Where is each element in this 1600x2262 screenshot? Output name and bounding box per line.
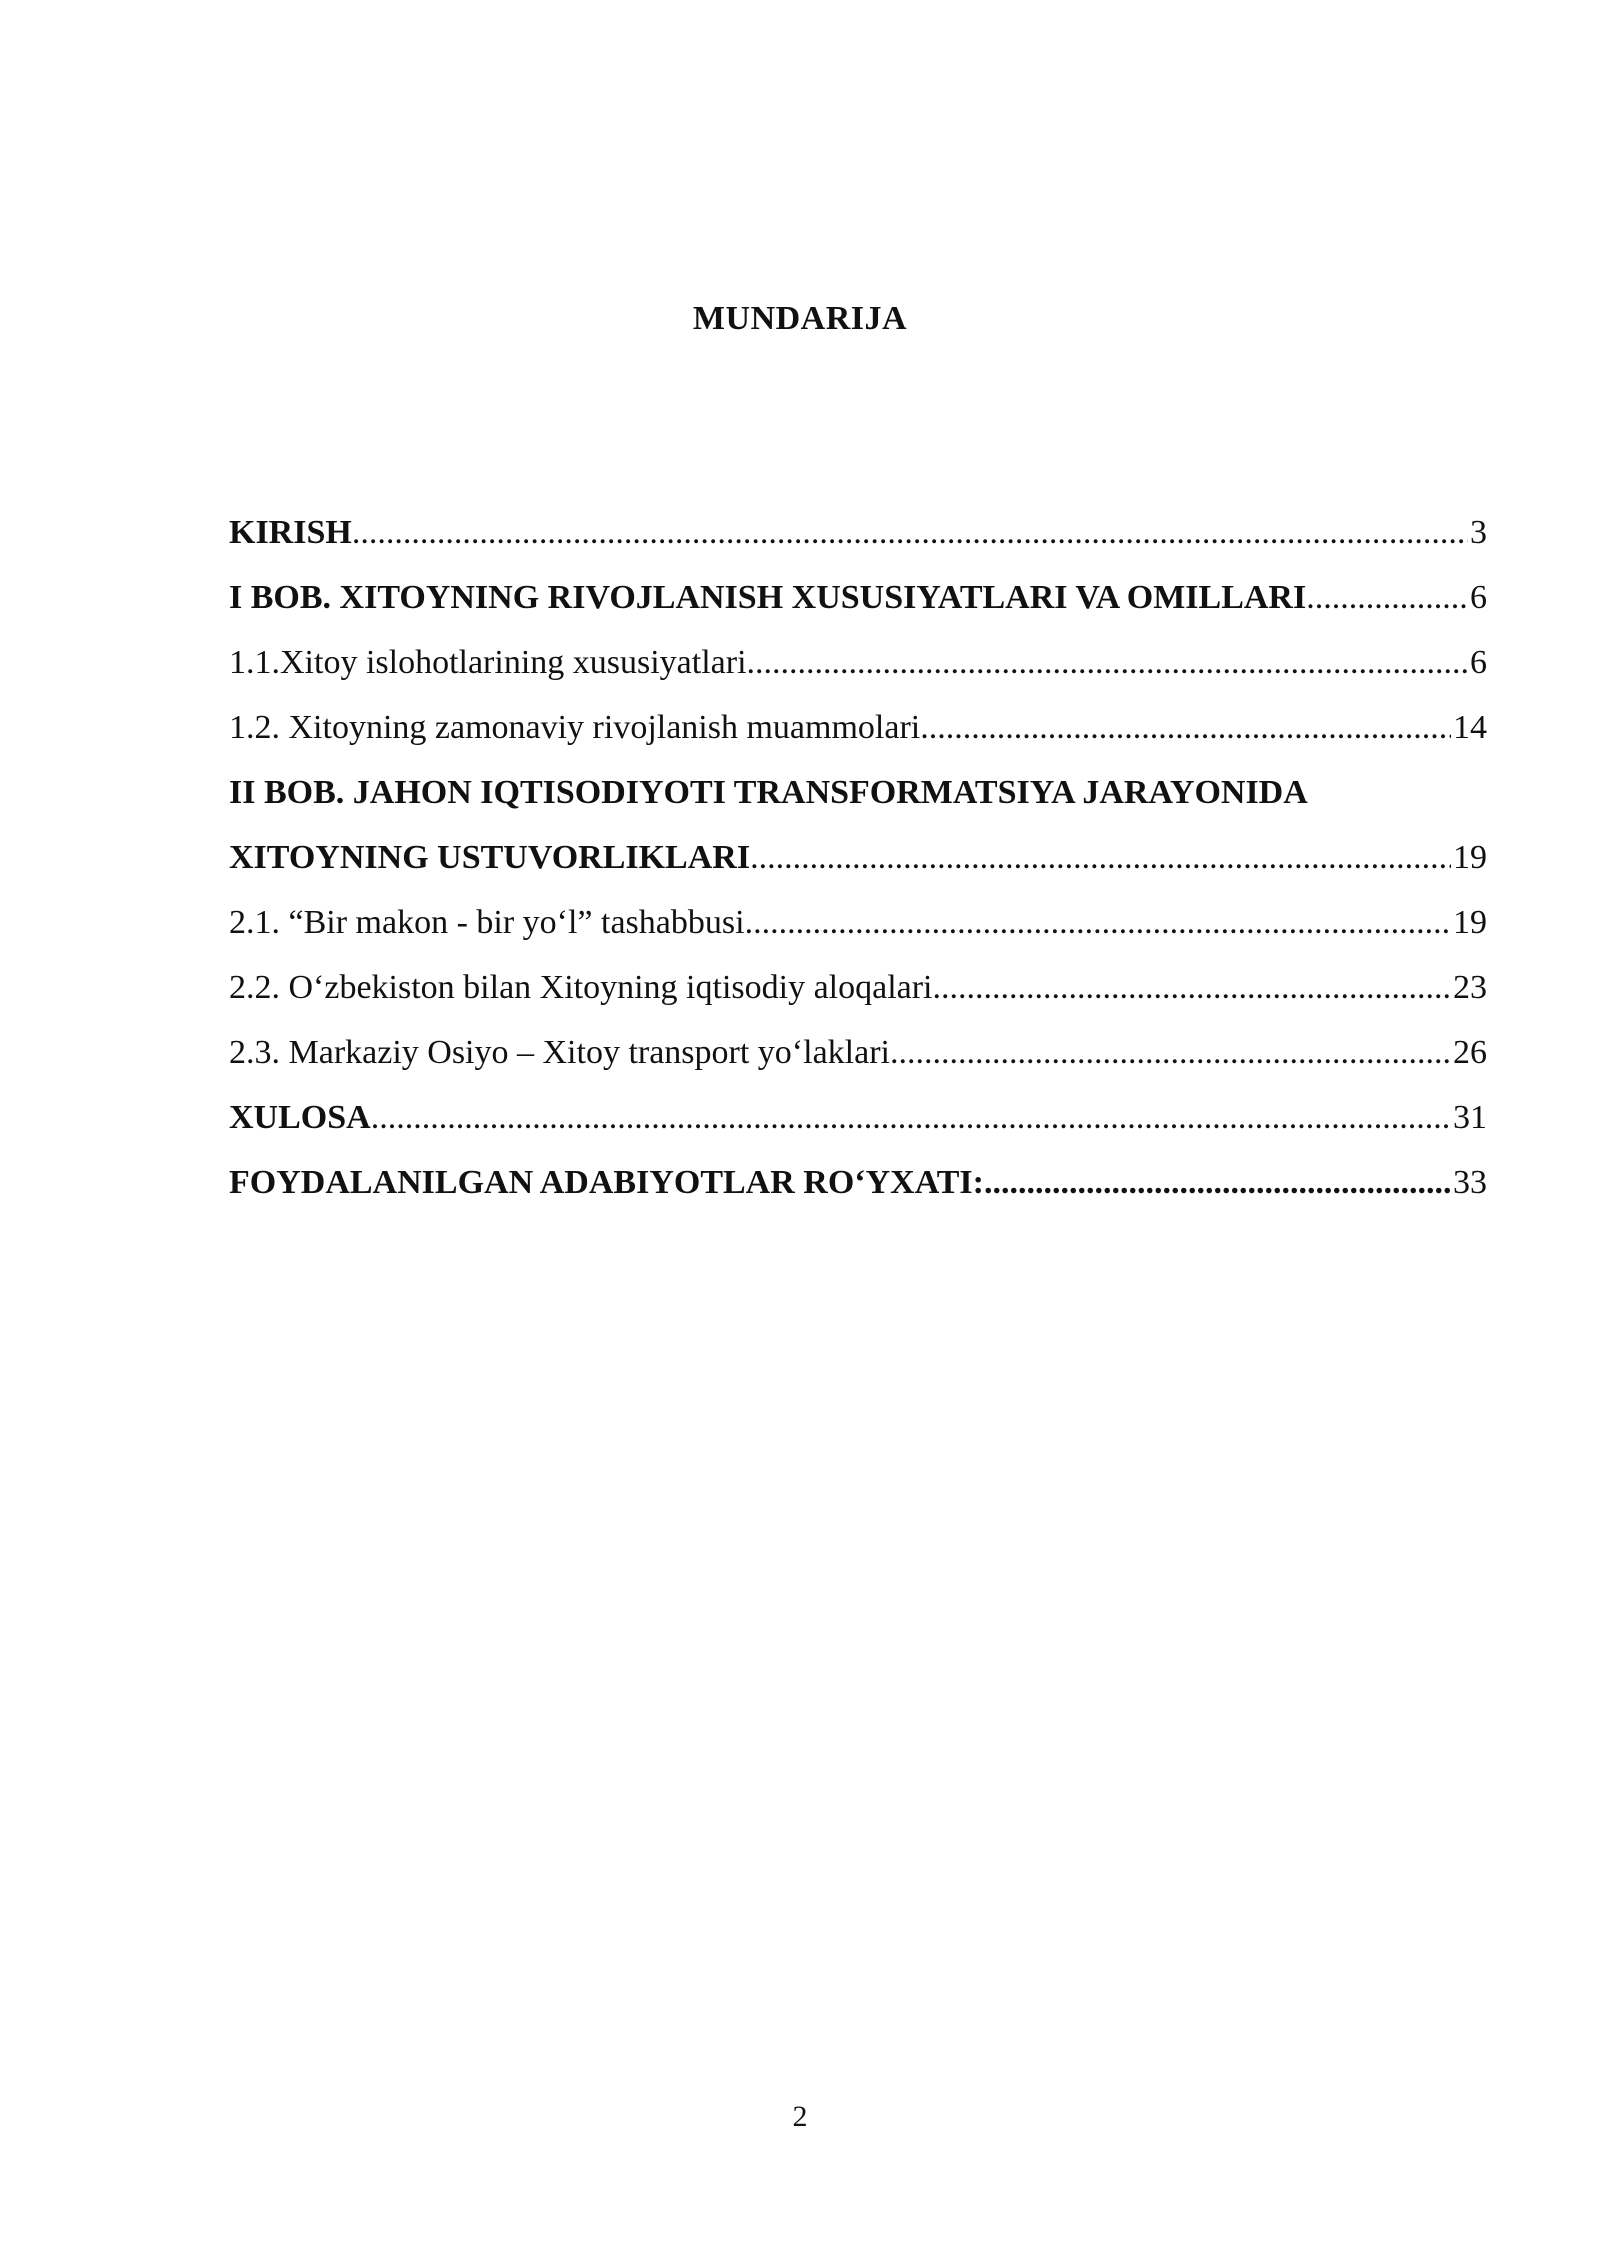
toc-entry-page: 6 [1470, 644, 1487, 681]
toc-entry-page: 3 [1470, 514, 1487, 551]
toc-entry-label: 2.3. Markaziy Osiyo – Xitoy transport yo‘laklari [229, 1034, 890, 1071]
toc-entry-section-1-2[interactable] [229, 695, 1487, 760]
table-of-contents [229, 500, 1487, 1215]
dot-leader [352, 500, 1468, 565]
toc-entry-label: XULOSA [229, 1099, 371, 1136]
toc-entry-label: 2.1. “Bir makon - bir yo‘l” tashabbusi [229, 904, 745, 941]
toc-entry-page: 19 [1453, 839, 1487, 876]
toc-entry-label: II BOB. JAHON IQTISODIYOTI TRANSFORMATSIYA JARAYONIDA [229, 774, 1308, 811]
toc-entry-page: 6 [1470, 579, 1487, 616]
dot-leader [920, 695, 1451, 760]
dot-leader [747, 630, 1468, 695]
toc-entry-kirish[interactable] [229, 500, 1487, 565]
dot-leader [933, 955, 1451, 1020]
toc-entry-label: KIRISH [229, 514, 352, 551]
toc-entry-label: 1.2. Xitoyning zamonaviy rivojlanish muammolari [229, 709, 921, 746]
toc-entry-page: 33 [1453, 1164, 1487, 1201]
toc-entry-xulosa[interactable] [229, 1085, 1487, 1150]
toc-entry-label: XITOYNING USTUVORLIKLARI [229, 839, 751, 876]
dot-leader [890, 1020, 1451, 1085]
toc-entry-page: 19 [1453, 904, 1487, 941]
dot-leader [1306, 565, 1468, 630]
toc-entry-section-2-1[interactable] [229, 890, 1487, 955]
toc-entry-section-2-3[interactable] [229, 1020, 1487, 1085]
dot-leader [984, 1150, 1451, 1215]
toc-entry-page: 31 [1453, 1099, 1487, 1136]
toc-entry-section-1-1[interactable] [229, 630, 1487, 695]
toc-entry-page: 14 [1453, 709, 1487, 746]
dot-leader [750, 825, 1451, 890]
toc-entry-chapter-1[interactable] [229, 565, 1487, 630]
toc-entry-label: I BOB. XITOYNING RIVOJLANISH XUSUSIYATLARI VA OMILLARI [229, 579, 1307, 616]
toc-entry-label: 2.2. O‘zbekiston bilan Xitoyning iqtisodiy aloqalari [229, 969, 933, 1006]
toc-entry-page: 26 [1453, 1034, 1487, 1071]
toc-entry-chapter-2-line-1[interactable] [229, 760, 1487, 825]
page-title: MUNDARIJA [692, 300, 908, 337]
toc-entry-references[interactable] [229, 1150, 1487, 1215]
toc-entry-label: 1.1.Xitoy islohotlarining xususiyatlari [229, 644, 747, 681]
toc-entry-section-2-2[interactable] [229, 955, 1487, 1020]
dot-leader [371, 1085, 1451, 1150]
toc-entry-chapter-2-line-2[interactable] [229, 825, 1487, 890]
toc-entry-page: 23 [1453, 969, 1487, 1006]
dot-leader [745, 890, 1451, 955]
page-number: 2 [792, 2100, 808, 2133]
toc-entry-label: FOYDALANILGAN ADABIYOTLAR RO‘YXATI: [229, 1164, 984, 1201]
